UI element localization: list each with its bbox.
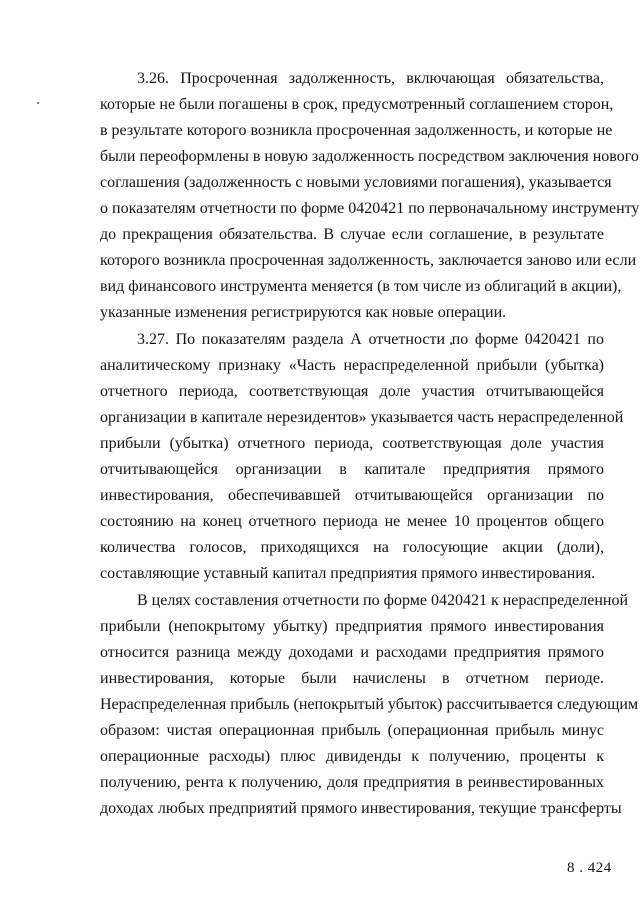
paragraph-3-27-line: состоянию на конец отчетного периода не менее 10 процентов общего	[100, 513, 604, 530]
paragraph-3-27-line: инвестирования, обеспечивавшей отчитывающейся организации по	[100, 487, 604, 504]
paragraph-net-profit-line: относится разница между доходами и расходами предприятия прямого	[100, 644, 604, 661]
paragraph-3-26-line: соглашения (задолженность с новыми условиями погашения), указывается	[100, 174, 612, 191]
paragraph-3-27-line: отчетного периода, соответствующая доле участия отчитывающейся	[100, 383, 604, 400]
paragraph-3-26-line: до прекращения обязательства. В случае если соглашение, в результате	[100, 226, 604, 243]
paragraph-3-27-line: отчитывающейся организации в капитале предприятия прямого	[100, 461, 604, 478]
paragraph-3-27-line: составляющие уставный капитал предприятия прямого инвестирования.	[100, 565, 596, 582]
paragraph-net-profit-line: Нераспределенная прибыль (непокрытый убыток) рассчитывается следующим	[100, 696, 639, 713]
paragraph-net-profit-line: получению, рента к получению, доля предприятия в реинвестированных	[100, 774, 604, 791]
paragraph-net-profit-line: образом: чистая операционная прибыль (операционная прибыль минус	[100, 722, 604, 739]
paragraph-3-26-line: в результате которого возникла просроченная задолженность, и которые не	[100, 122, 613, 139]
paragraph-3-27-line: организации в капитале нерезидентов» указывается часть нераспределенной	[100, 409, 624, 426]
paragraph-net-profit-line: операционные расходы) плюс дивиденды к получению, проценты к	[100, 748, 604, 765]
page-number: 8 . 424	[567, 860, 612, 876]
paragraph-net-profit-line: В целях составления отчетности по форме 0420421 к нераспределенной	[137, 592, 629, 609]
paragraph-3-26-line: вид финансового инструмента меняется (в том числе из облигаций в акции),	[100, 278, 622, 295]
paragraph-3-26-line: которые не были погашены в срок, предусмотренный соглашением сторон,	[100, 96, 614, 113]
paragraph-3-26-line: указанные изменения регистрируются как новые операции.	[100, 304, 507, 321]
paragraph-3-26-line: были переоформлены в новую задолженность посредством заключения нового	[100, 148, 639, 165]
paragraph-net-profit-line: прибыли (непокрытому убытку) предприятия прямого инвестирования	[100, 618, 604, 635]
paragraph-3-27-line: количества голосов, приходящихся на голосующие акции (доли),	[100, 539, 604, 556]
paragraph-3-26-line: которого возникла просроченная задолженность, заключается заново или если	[100, 252, 637, 269]
paragraph-net-profit-line: доходах любых предприятий прямого инвестирования, текущие трансферты	[100, 800, 622, 817]
scan-speck	[37, 102, 39, 104]
paragraph-net-profit-line: инвестирования, которые были начислены в отчетном периоде.	[100, 670, 604, 687]
paragraph-3-26-line: 3.26. Просроченная задолженность, включающая обязательства,	[137, 70, 604, 87]
paragraph-3-27-line: прибыли (убытка) отчетного периода, соответствующая доле участия	[100, 435, 604, 452]
paragraph-3-27-line: 3.27. По показателям раздела А отчетности по форме 0420421 по	[137, 331, 604, 348]
paragraph-3-27-line: аналитическому признаку «Часть нераспределенной прибыли (убытка)	[100, 357, 604, 374]
paragraph-3-26-line: о показателям отчетности по форме 0420421 по первоначальному инструменту	[100, 200, 640, 217]
